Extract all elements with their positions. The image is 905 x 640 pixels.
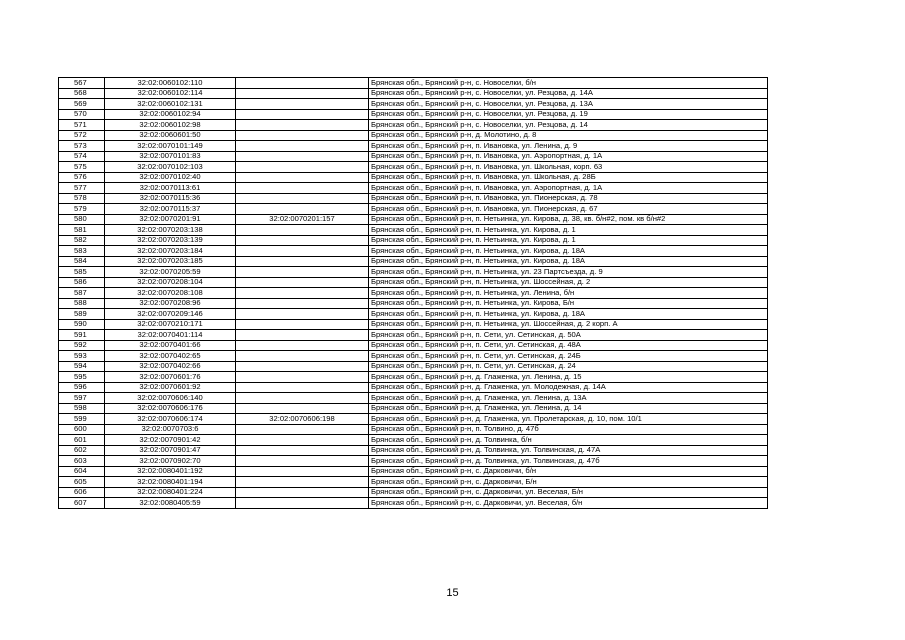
row-number-cell: 580 [59,214,105,225]
address-cell: Брянская обл., Брянский р-н, п. Нетьинка, ул. 23 Партсъезда, д. 9 [369,267,768,278]
address-cell: Брянская обл., Брянский р-н, п. Ивановка, ул. Школьная, д. 28Б [369,172,768,183]
address-cell: Брянская обл., Брянский р-н, п. Сети, ул. Сетинская, д. 24 [369,361,768,372]
related-cadastral-number-cell [236,487,369,498]
row-number-cell: 576 [59,172,105,183]
address-cell: Брянская обл., Брянский р-н, п. Ивановка, ул. Аэропортная, д. 1А [369,151,768,162]
address-cell: Брянская обл., Брянский р-н, п. Нетьинка, ул. Шоссейная, д. 2 корп. А [369,319,768,330]
address-cell: Брянская обл., Брянский р-н, с. Дарковичи, б/н [369,466,768,477]
related-cadastral-number-cell [236,88,369,99]
related-cadastral-number-cell [236,141,369,152]
related-cadastral-number-cell [236,330,369,341]
address-cell: Брянская обл., Брянский р-н, д. Глаженка, ул. Молодежная, д. 14А [369,382,768,393]
row-number-cell: 579 [59,204,105,215]
table-row [59,424,768,435]
address-cell: Брянская обл., Брянский р-н, п. Ивановка, ул. Школьная, корп. 63 [369,162,768,173]
table-row [59,309,768,320]
related-cadastral-number-cell [236,403,369,414]
related-cadastral-number-cell [236,120,369,131]
related-cadastral-number-cell [236,309,369,320]
row-number-cell: 595 [59,372,105,383]
row-number-cell: 585 [59,267,105,278]
table-row [59,477,768,488]
cadastral-number-cell: 32:02:0070209:146 [105,309,236,320]
cadastral-number-cell: 32:02:0070601:76 [105,372,236,383]
table-row [59,141,768,152]
address-cell: Брянская обл., Брянский р-н, п. Сети, ул. Сетинская, д. 48А [369,340,768,351]
row-number-cell: 575 [59,162,105,173]
table-row [59,351,768,362]
related-cadastral-number-cell [236,109,369,120]
related-cadastral-number-cell [236,151,369,162]
row-number-cell: 604 [59,466,105,477]
cadastral-number-cell: 32:02:0080401:224 [105,487,236,498]
address-cell: Брянская обл., Брянский р-н, п. Толвино, д. 47б [369,424,768,435]
address-cell: Брянская обл., Брянский р-н, д. Глаженка, ул. Ленина, д. 13А [369,393,768,404]
row-number-cell: 570 [59,109,105,120]
address-cell: Брянская обл., Брянский р-н, с. Дарковичи, ул. Веселая, б/н [369,498,768,509]
cadastral-number-cell: 32:02:0060102:110 [105,78,236,89]
cadastral-number-cell: 32:02:0070203:185 [105,256,236,267]
related-cadastral-number-cell [236,172,369,183]
row-number-cell: 584 [59,256,105,267]
related-cadastral-number-cell [236,204,369,215]
table-row [59,330,768,341]
cadastral-number-cell: 32:02:0070703:6 [105,424,236,435]
cadastral-number-cell: 32:02:0070402:65 [105,351,236,362]
row-number-cell: 605 [59,477,105,488]
address-cell: Брянская обл., Брянский р-н, п. Нетьинка, ул. Кирова, д. 18А [369,309,768,320]
cadastral-number-cell: 32:02:0070115:37 [105,204,236,215]
registry-table [58,77,768,509]
address-cell: Брянская обл., Брянский р-н, п. Сети, ул. Сетинская, д. 24Б [369,351,768,362]
cadastral-number-cell: 32:02:0070902:70 [105,456,236,467]
address-cell: Брянская обл., Брянский р-н, п. Нетьинка, ул. Кирова, д. 1 [369,225,768,236]
address-cell: Брянская обл., Брянский р-н, с. Новоселки, ул. Резцова, д. 13А [369,99,768,110]
related-cadastral-number-cell [236,162,369,173]
row-number-cell: 591 [59,330,105,341]
page-number: 15 [446,587,459,599]
row-number-cell: 568 [59,88,105,99]
related-cadastral-number-cell [236,361,369,372]
cadastral-number-cell: 32:02:0080401:194 [105,477,236,488]
address-cell: Брянская обл., Брянский р-н, с. Новоселки, ул. Резцова, д. 14А [369,88,768,99]
table-row [59,393,768,404]
cadastral-number-cell: 32:02:0080405:59 [105,498,236,509]
table-row [59,78,768,89]
table-row [59,487,768,498]
related-cadastral-number-cell [236,382,369,393]
row-number-cell: 598 [59,403,105,414]
related-cadastral-number-cell [236,235,369,246]
address-cell: Брянская обл., Брянский р-н, с. Дарковичи, ул. Веселая, Б/н [369,487,768,498]
row-number-cell: 590 [59,319,105,330]
related-cadastral-number-cell [236,267,369,278]
table-row [59,256,768,267]
table-row [59,319,768,330]
cadastral-number-cell: 32:02:0070210:171 [105,319,236,330]
cadastral-number-cell: 32:02:0070203:139 [105,235,236,246]
address-cell: Брянская обл., Брянский р-н, с. Дарковичи, Б/н [369,477,768,488]
cadastral-number-cell: 32:02:0070208:108 [105,288,236,299]
related-cadastral-number-cell [236,372,369,383]
cadastral-number-cell: 32:02:0060601:50 [105,130,236,141]
row-number-cell: 600 [59,424,105,435]
cadastral-number-cell: 32:02:0070102:40 [105,172,236,183]
table-row [59,172,768,183]
row-number-cell: 569 [59,99,105,110]
row-number-cell: 597 [59,393,105,404]
cadastral-number-cell: 32:02:0070203:184 [105,246,236,257]
related-cadastral-number-cell [236,183,369,194]
row-number-cell: 607 [59,498,105,509]
table-row [59,498,768,509]
related-cadastral-number-cell [236,130,369,141]
table-row [59,88,768,99]
table-row [59,151,768,162]
table-row [59,361,768,372]
address-cell: Брянская обл., Брянский р-н, с. Новоселки, б/н [369,78,768,89]
related-cadastral-number-cell [236,435,369,446]
table-row [59,445,768,456]
related-cadastral-number-cell [236,456,369,467]
address-cell: Брянская обл., Брянский р-н, п. Нетьинка, ул. Кирова, д. 38, кв. б/н#2, пом. кв б/н#2 [369,214,768,225]
address-cell: Брянская обл., Брянский р-н, п. Ивановка, ул. Аэропортная, д. 1А [369,183,768,194]
cadastral-number-cell: 32:02:0070101:149 [105,141,236,152]
cadastral-number-cell: 32:02:0070901:42 [105,435,236,446]
row-number-cell: 596 [59,382,105,393]
address-cell: Брянская обл., Брянский р-н, д. Молотино, д. 8 [369,130,768,141]
table-row [59,183,768,194]
row-number-cell: 572 [59,130,105,141]
cadastral-number-cell: 32:02:0070606:174 [105,414,236,425]
row-number-cell: 602 [59,445,105,456]
row-number-cell: 599 [59,414,105,425]
table-row [59,414,768,425]
row-number-cell: 587 [59,288,105,299]
related-cadastral-number-cell [236,78,369,89]
cadastral-number-cell: 32:02:0060102:98 [105,120,236,131]
cadastral-number-cell: 32:02:0070115:36 [105,193,236,204]
cadastral-number-cell: 32:02:0070113:61 [105,183,236,194]
table-row [59,214,768,225]
related-cadastral-number-cell [236,424,369,435]
cadastral-number-cell: 32:02:0070201:91 [105,214,236,225]
table-row [59,225,768,236]
related-cadastral-number-cell [236,99,369,110]
row-number-cell: 567 [59,78,105,89]
row-number-cell: 577 [59,183,105,194]
related-cadastral-number-cell [236,288,369,299]
table-row [59,277,768,288]
related-cadastral-number-cell: 32:02:0070201:157 [236,214,369,225]
row-number-cell: 593 [59,351,105,362]
cadastral-number-cell: 32:02:0070401:66 [105,340,236,351]
address-cell: Брянская обл., Брянский р-н, п. Ивановка, ул. Пионерская, д. 67 [369,204,768,215]
table-row [59,120,768,131]
address-cell: Брянская обл., Брянский р-н, п. Нетьинка, ул. Кирова, д. 18А [369,256,768,267]
cadastral-number-cell: 32:02:0070208:104 [105,277,236,288]
table-row [59,162,768,173]
row-number-cell: 581 [59,225,105,236]
address-cell: Брянская обл., Брянский р-н, д. Глаженка, ул. Ленина, д. 14 [369,403,768,414]
row-number-cell: 606 [59,487,105,498]
table-row [59,109,768,120]
row-number-cell: 601 [59,435,105,446]
table-row [59,246,768,257]
table-row [59,288,768,299]
cadastral-number-cell: 32:02:0060102:94 [105,109,236,120]
table-row [59,193,768,204]
related-cadastral-number-cell: 32:02:0070606:198 [236,414,369,425]
table-row [59,382,768,393]
related-cadastral-number-cell [236,246,369,257]
cadastral-number-cell: 32:02:0070205:59 [105,267,236,278]
address-cell: Брянская обл., Брянский р-н, п. Ивановка, ул. Ленина, д. 9 [369,141,768,152]
table-row [59,204,768,215]
cadastral-number-cell: 32:02:0070203:138 [105,225,236,236]
related-cadastral-number-cell [236,340,369,351]
cadastral-number-cell: 32:02:0070901:47 [105,445,236,456]
address-cell: Брянская обл., Брянский р-н, д. Толвинка, ул. Толвинская, д. 47б [369,456,768,467]
related-cadastral-number-cell [236,319,369,330]
row-number-cell: 574 [59,151,105,162]
address-cell: Брянская обл., Брянский р-н, с. Новоселки, ул. Резцова, д. 19 [369,109,768,120]
row-number-cell: 582 [59,235,105,246]
address-cell: Брянская обл., Брянский р-н, п. Нетьинка, ул. Ленина, б/н [369,288,768,299]
table-row [59,403,768,414]
table-row [59,340,768,351]
related-cadastral-number-cell [236,498,369,509]
address-cell: Брянская обл., Брянский р-н, п. Нетьинка, ул. Кирова, д. 1 [369,235,768,246]
row-number-cell: 573 [59,141,105,152]
address-cell: Брянская обл., Брянский р-н, д. Толвинка, б/н [369,435,768,446]
related-cadastral-number-cell [236,298,369,309]
table-row [59,235,768,246]
cadastral-number-cell: 32:02:0070102:103 [105,162,236,173]
related-cadastral-number-cell [236,225,369,236]
address-cell: Брянская обл., Брянский р-н, д. Глаженка, ул. Ленина, д. 15 [369,372,768,383]
address-cell: Брянская обл., Брянский р-н, д. Толвинка, ул. Толвинская, д. 47А [369,445,768,456]
row-number-cell: 592 [59,340,105,351]
table-row [59,372,768,383]
address-cell: Брянская обл., Брянский р-н, с. Новоселки, ул. Резцова, д. 14 [369,120,768,131]
related-cadastral-number-cell [236,256,369,267]
related-cadastral-number-cell [236,351,369,362]
cadastral-number-cell: 32:02:0070208:96 [105,298,236,309]
cadastral-number-cell: 32:02:0070401:114 [105,330,236,341]
related-cadastral-number-cell [236,466,369,477]
table-row [59,130,768,141]
row-number-cell: 589 [59,309,105,320]
table-row [59,99,768,110]
related-cadastral-number-cell [236,393,369,404]
row-number-cell: 594 [59,361,105,372]
address-cell: Брянская обл., Брянский р-н, п. Ивановка, ул. Пионерская, д. 78 [369,193,768,204]
table-row [59,466,768,477]
cadastral-number-cell: 32:02:0070101:83 [105,151,236,162]
related-cadastral-number-cell [236,277,369,288]
address-cell: Брянская обл., Брянский р-н, п. Сети, ул. Сетинская, д. 50А [369,330,768,341]
row-number-cell: 571 [59,120,105,131]
cadastral-number-cell: 32:02:0060102:131 [105,99,236,110]
table-row [59,298,768,309]
row-number-cell: 578 [59,193,105,204]
table-row [59,456,768,467]
cadastral-number-cell: 32:02:0070402:66 [105,361,236,372]
related-cadastral-number-cell [236,445,369,456]
address-cell: Брянская обл., Брянский р-н, п. Нетьинка, ул. Кирова, Б/н [369,298,768,309]
row-number-cell: 586 [59,277,105,288]
row-number-cell: 603 [59,456,105,467]
row-number-cell: 588 [59,298,105,309]
related-cadastral-number-cell [236,477,369,488]
cadastral-number-cell: 32:02:0070601:92 [105,382,236,393]
address-cell: Брянская обл., Брянский р-н, д. Глаженка, ул. Пролетарская, д. 10, пом. 10/1 [369,414,768,425]
row-number-cell: 583 [59,246,105,257]
registry-table-body [59,78,768,509]
cadastral-number-cell: 32:02:0060102:114 [105,88,236,99]
address-cell: Брянская обл., Брянский р-н, п. Нетьинка, ул. Кирова, д. 18А [369,246,768,257]
table-row [59,435,768,446]
address-cell: Брянская обл., Брянский р-н, п. Нетьинка, ул. Шоссейная, д. 2 [369,277,768,288]
table-row [59,267,768,278]
cadastral-number-cell: 32:02:0070606:140 [105,393,236,404]
cadastral-number-cell: 32:02:0080401:192 [105,466,236,477]
related-cadastral-number-cell [236,193,369,204]
cadastral-number-cell: 32:02:0070606:176 [105,403,236,414]
